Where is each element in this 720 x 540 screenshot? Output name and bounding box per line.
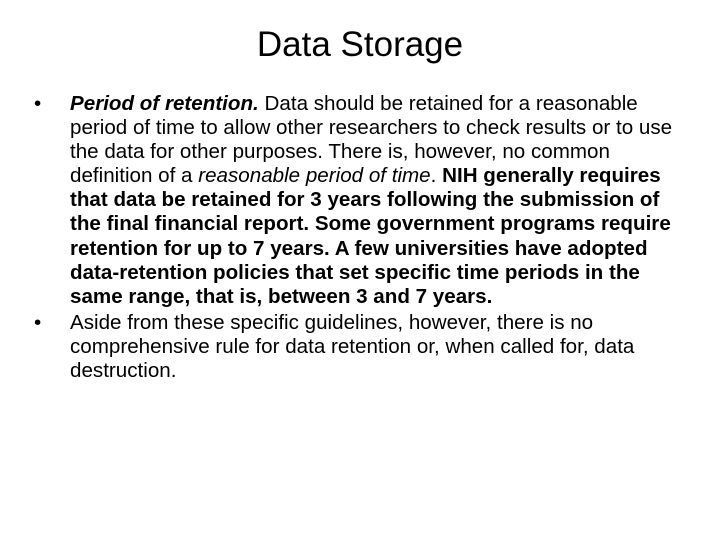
bullet-text: Aside from these specific guidelines, however, there is no comprehensive rule for data retention or, when called for, data destruction. — [70, 310, 635, 383]
bullet-glyph: • — [34, 92, 42, 115]
bullet-text: Data should be retained for a reasonable period of time to allow other researchers to check results or to use the data for other purposes. There is, however, no common definition of a — [70, 92, 673, 188]
bullet-list — [34, 92, 694, 383]
bullet-bold-text: NIH generally requires that data be retained for 3 years following the submission of the final financial report. Some government programs require retention for up to 7 years. A few universities have adopted data-retention policies that set specific time periods in the same range, that is, between 3 and 7 years. — [70, 164, 671, 308]
bullet-item-period-of-retention — [34, 92, 694, 309]
bullet-term: Period of retention. — [70, 92, 259, 115]
bullet-glyph: • — [34, 310, 42, 334]
bullet-emphasis: reasonable period of time — [198, 164, 431, 188]
bullet-text: . — [430, 164, 443, 188]
slide-title: Data Storage — [256, 25, 464, 64]
bullet-item-guidelines — [34, 311, 694, 383]
